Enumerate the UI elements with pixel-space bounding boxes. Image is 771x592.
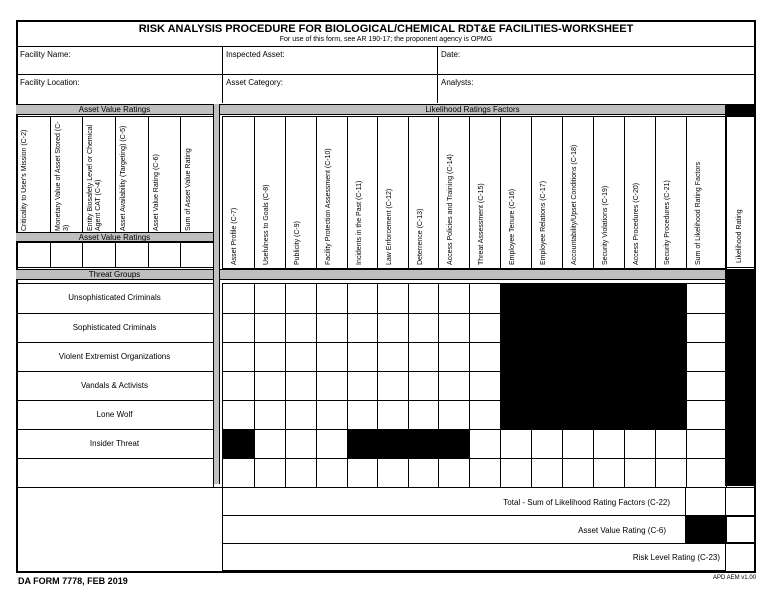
- rating-cell[interactable]: [686, 429, 727, 459]
- rating-cell[interactable]: [655, 429, 687, 459]
- divider: [222, 543, 756, 544]
- rating-cell[interactable]: [562, 458, 594, 488]
- rating-cell[interactable]: [469, 313, 501, 343]
- blocked-cell: [531, 371, 563, 401]
- divider: [222, 515, 756, 516]
- blocked-cell: [593, 342, 625, 372]
- blocked-cell: [624, 313, 656, 343]
- rating-cell[interactable]: [500, 458, 532, 488]
- blocked-cell: [500, 371, 532, 401]
- likelihood-column-header: [655, 116, 687, 269]
- likelihood-column-label: Incidents in the Past (C-11): [356, 180, 363, 265]
- rating-cell[interactable]: [254, 371, 286, 401]
- rating-cell[interactable]: [222, 371, 255, 401]
- rating-cell[interactable]: [285, 458, 317, 488]
- blocked-cell: [624, 371, 656, 401]
- rating-cell[interactable]: [316, 458, 348, 488]
- rating-cell[interactable]: [562, 429, 594, 459]
- rating-cell[interactable]: [222, 400, 255, 430]
- total-sum-input[interactable]: [685, 487, 726, 516]
- asset-value-input[interactable]: [180, 242, 214, 268]
- asset-column-header: [115, 116, 149, 233]
- blocked-cell: [531, 313, 563, 343]
- inspected-asset-field[interactable]: Inspected Asset:: [226, 50, 285, 59]
- threat-group-row: [16, 429, 214, 459]
- rating-cell[interactable]: [222, 283, 255, 314]
- blocked-cell: [562, 371, 594, 401]
- asset-column-header: [148, 116, 181, 233]
- blocked-cell: [655, 400, 687, 430]
- asset-column-label: Monetary Value of Asset Stored (C-3): [55, 121, 70, 231]
- rating-cell[interactable]: [438, 400, 470, 430]
- rating-cell[interactable]: [377, 371, 409, 401]
- facility-name-field[interactable]: Facility Name:: [20, 50, 71, 59]
- black-block: [725, 104, 756, 116]
- threat-group-row: [16, 313, 214, 343]
- asset-column-label: Entity Biosafety Level or Chemical Agent CAT (C-4): [87, 124, 102, 231]
- blocked-cell: [562, 400, 594, 430]
- likelihood-column-header: [438, 116, 470, 269]
- blocked-cell: [562, 342, 594, 372]
- rating-cell[interactable]: [469, 283, 501, 314]
- asset-value-input[interactable]: [148, 242, 181, 268]
- likelihood-column-label: Accountability/Upset Conditions (C-18): [571, 144, 578, 265]
- rating-cell[interactable]: [316, 429, 348, 459]
- form-id: DA FORM 7778, FEB 2019: [18, 576, 128, 586]
- threat-group-label: Vandals & Activists: [81, 380, 148, 390]
- asset-value-ratings-bar: Asset Value Ratings: [16, 104, 213, 115]
- likelihood-column-header: [593, 116, 625, 269]
- rating-cell[interactable]: [347, 313, 378, 343]
- blocked-cell: [531, 400, 563, 430]
- likelihood-column-label: Threat Assessment (C-15): [478, 183, 485, 265]
- blocked-cell: [377, 429, 409, 459]
- rating-cell[interactable]: [408, 283, 439, 314]
- rating-cell[interactable]: [408, 371, 439, 401]
- blocked-cell: [531, 342, 563, 372]
- rating-cell[interactable]: [285, 429, 317, 459]
- risk-level-rating-label: Risk Level Rating (C-23): [632, 553, 720, 562]
- rating-cell[interactable]: [408, 458, 439, 488]
- likelihood-rating-label: Likelihood Rating: [736, 209, 743, 263]
- rating-cell[interactable]: [377, 342, 409, 372]
- divider: [16, 74, 756, 75]
- likelihood-column-header: [562, 116, 594, 269]
- blocked-cell: [347, 429, 378, 459]
- blocked-cell: [593, 283, 625, 314]
- likelihood-column-header: [408, 116, 439, 269]
- asset-value-input[interactable]: [115, 242, 149, 268]
- rating-cell[interactable]: [285, 313, 317, 343]
- blocked-cell: [222, 429, 255, 459]
- rating-cell[interactable]: [686, 371, 727, 401]
- likelihood-column-label: Law Enforcement (C-12): [386, 188, 393, 265]
- rating-cell[interactable]: [438, 283, 470, 314]
- rating-cell[interactable]: [469, 458, 501, 488]
- likelihood-column-header: [254, 116, 286, 269]
- rating-cell[interactable]: [686, 458, 727, 488]
- rating-cell[interactable]: [593, 429, 625, 459]
- asset-value-rating-input[interactable]: [726, 516, 756, 543]
- asset-value-rating-label: Asset Value Rating (C-6): [578, 526, 666, 535]
- likelihood-column-label: Deterrence (C-13): [417, 208, 424, 265]
- rating-cell[interactable]: [222, 342, 255, 372]
- rating-cell[interactable]: [347, 371, 378, 401]
- blocked-cell: [593, 371, 625, 401]
- asset-category-field[interactable]: Asset Category:: [226, 78, 283, 87]
- likelihood-column-label: Asset Profile (C-7): [231, 207, 238, 265]
- rating-cell[interactable]: [408, 342, 439, 372]
- rating-cell[interactable]: [624, 458, 656, 488]
- rating-cell[interactable]: [316, 283, 348, 314]
- rating-cell[interactable]: [438, 371, 470, 401]
- likelihood-column-label: Security Violations (C-19): [602, 185, 609, 265]
- likelihood-column-label: Access Procedures (C-20): [633, 182, 640, 265]
- version: APD AEM v1.00: [712, 575, 756, 581]
- blocked-cell: [593, 400, 625, 430]
- asset-value-rating-box: [685, 516, 726, 543]
- likelihood-column-header: [686, 116, 727, 269]
- threat-group-label: Unsophisticated Criminals: [68, 293, 161, 302]
- blocked-cell: [655, 313, 687, 343]
- asset-column-label: Asset Availability (Targeting) (C-5): [120, 125, 127, 231]
- asset-column-label: Asset Value Rating (C-6): [153, 154, 160, 231]
- rating-cell[interactable]: [469, 371, 501, 401]
- blocked-cell: [500, 313, 532, 343]
- rating-cell[interactable]: [438, 313, 470, 343]
- rating-cell[interactable]: [316, 342, 348, 372]
- form-title: RISK ANALYSIS PROCEDURE FOR BIOLOGICAL/CHEMICAL RDT&E FACILITIES-WORKSHEET: [138, 23, 634, 35]
- likelihood-column-header: [500, 116, 532, 269]
- likelihood-column-label: Employee Tenure (C-16): [509, 188, 516, 265]
- rating-cell[interactable]: [222, 458, 255, 488]
- rating-cell[interactable]: [254, 283, 286, 314]
- rating-cell[interactable]: [254, 458, 286, 488]
- rating-cell[interactable]: [438, 342, 470, 372]
- threat-group-label: Violent Extremist Organizations: [58, 351, 171, 361]
- likelihood-column-header: [377, 116, 409, 269]
- blocked-cell: [655, 342, 687, 372]
- threat-group-row: [16, 283, 214, 314]
- blocked-cell: [438, 429, 470, 459]
- rating-cell[interactable]: [686, 342, 727, 372]
- rating-cell[interactable]: [316, 313, 348, 343]
- threat-group-label: Insider Threat: [89, 438, 140, 448]
- blocked-cell: [500, 400, 532, 430]
- rating-cell[interactable]: [285, 400, 317, 430]
- rating-cell[interactable]: [438, 458, 470, 488]
- rating-cell[interactable]: [377, 400, 409, 430]
- likelihood-column-label: Publicity (C-9): [294, 221, 301, 265]
- total-sum-label: Total - Sum of Likelihood Rating Factors (C-22): [503, 498, 670, 507]
- rating-cell[interactable]: [254, 429, 286, 459]
- analysts-field[interactable]: Analysts:: [441, 78, 474, 87]
- likelihood-column-header: [316, 116, 348, 269]
- rating-cell[interactable]: [316, 400, 348, 430]
- threat-group-label: Sophisticated Criminals: [72, 322, 157, 332]
- date-field[interactable]: Date:: [441, 50, 461, 59]
- blocked-cell: [500, 283, 532, 314]
- likelihood-column-label: Employee Relations (C-17): [540, 180, 547, 265]
- rating-cell[interactable]: [686, 400, 727, 430]
- rating-cell[interactable]: [377, 283, 409, 314]
- blocked-cell: [593, 313, 625, 343]
- rating-cell[interactable]: [408, 313, 439, 343]
- rating-cell[interactable]: [686, 313, 727, 343]
- asset-value-input[interactable]: [50, 242, 83, 268]
- form-subtitle: For use of this form, see AR 190-17; the proponent agency is OPMG: [279, 36, 493, 43]
- threat-group-row: [16, 458, 214, 488]
- likelihood-column-label: Security Procedures (C-21): [664, 180, 671, 265]
- asset-column-header: [50, 116, 83, 233]
- rating-cell[interactable]: [469, 342, 501, 372]
- asset-column-label: Criticality to User's Mission (C-2): [21, 129, 28, 231]
- blocked-cell: [655, 371, 687, 401]
- likelihood-column-header: [469, 116, 501, 269]
- likelihood-ratings-factors-bar: Likelihood Ratings Factors: [220, 104, 725, 115]
- blocked-cell: [562, 283, 594, 314]
- asset-column-header: [82, 116, 116, 233]
- blocked-cell: [624, 283, 656, 314]
- rating-cell[interactable]: [624, 429, 656, 459]
- divider: [16, 46, 756, 47]
- rating-cell[interactable]: [347, 342, 378, 372]
- threat-group-row: [16, 342, 214, 372]
- blocked-cell: [531, 283, 563, 314]
- rating-cell[interactable]: [531, 429, 563, 459]
- asset-value-ratings-subbar: Asset Value Ratings: [16, 232, 213, 242]
- rating-cell[interactable]: [285, 283, 317, 314]
- rating-cell[interactable]: [686, 283, 727, 314]
- threat-group-label: Lone Wolf: [96, 409, 133, 419]
- blocked-cell: [408, 429, 439, 459]
- threat-group-row: [16, 400, 214, 430]
- rating-cell[interactable]: [347, 283, 378, 314]
- rating-cell[interactable]: [254, 313, 286, 343]
- section-separator: [213, 104, 220, 484]
- blocked-cell: [500, 342, 532, 372]
- blocked-cell: [655, 283, 687, 314]
- rating-cell[interactable]: [347, 400, 378, 430]
- likelihood-column-header: [285, 116, 317, 269]
- rating-cell[interactable]: [285, 342, 317, 372]
- likelihood-rating-header: [725, 116, 756, 268]
- blocked-cell: [624, 342, 656, 372]
- threat-groups-bar: Threat Groups: [16, 269, 213, 280]
- blocked-cell: [562, 313, 594, 343]
- rating-cell[interactable]: [408, 400, 439, 430]
- asset-value-input[interactable]: [82, 242, 116, 268]
- threat-group-row: [16, 371, 214, 401]
- rating-cell[interactable]: [531, 458, 563, 488]
- likelihood-column-label: Sum of Likelihood Rating Factors: [695, 161, 702, 265]
- likelihood-column-label: Facility Protection Assessment (C-10): [325, 148, 332, 265]
- asset-column-header: [180, 116, 214, 233]
- likelihood-column-header: [347, 116, 378, 269]
- asset-value-input[interactable]: [16, 242, 51, 268]
- likelihood-column-header: [222, 116, 255, 269]
- rating-cell[interactable]: [222, 313, 255, 343]
- rating-cell[interactable]: [655, 458, 687, 488]
- rating-cell[interactable]: [469, 400, 501, 430]
- blocked-cell: [624, 400, 656, 430]
- rating-cell[interactable]: [377, 313, 409, 343]
- rating-cell[interactable]: [593, 458, 625, 488]
- rating-cell[interactable]: [500, 429, 532, 459]
- rating-cell[interactable]: [254, 400, 286, 430]
- likelihood-column-header: [531, 116, 563, 269]
- rating-cell[interactable]: [316, 371, 348, 401]
- rating-cell[interactable]: [377, 458, 409, 488]
- asset-column-label: Sum of Asset Value Rating: [185, 148, 192, 231]
- likelihood-rating-column: [725, 269, 756, 486]
- rating-cell[interactable]: [285, 371, 317, 401]
- rating-cell[interactable]: [347, 458, 378, 488]
- asset-column-header: [16, 116, 51, 233]
- likelihood-column-header: [624, 116, 656, 269]
- facility-location-field[interactable]: Facility Location:: [20, 78, 80, 87]
- threat-groups-bar-right: [220, 269, 725, 280]
- rating-cell[interactable]: [254, 342, 286, 372]
- likelihood-column-label: Access Policies and Training (C-14): [447, 154, 454, 265]
- rating-cell[interactable]: [469, 429, 501, 459]
- likelihood-column-label: Usefulness to Goals (C-8): [263, 184, 270, 265]
